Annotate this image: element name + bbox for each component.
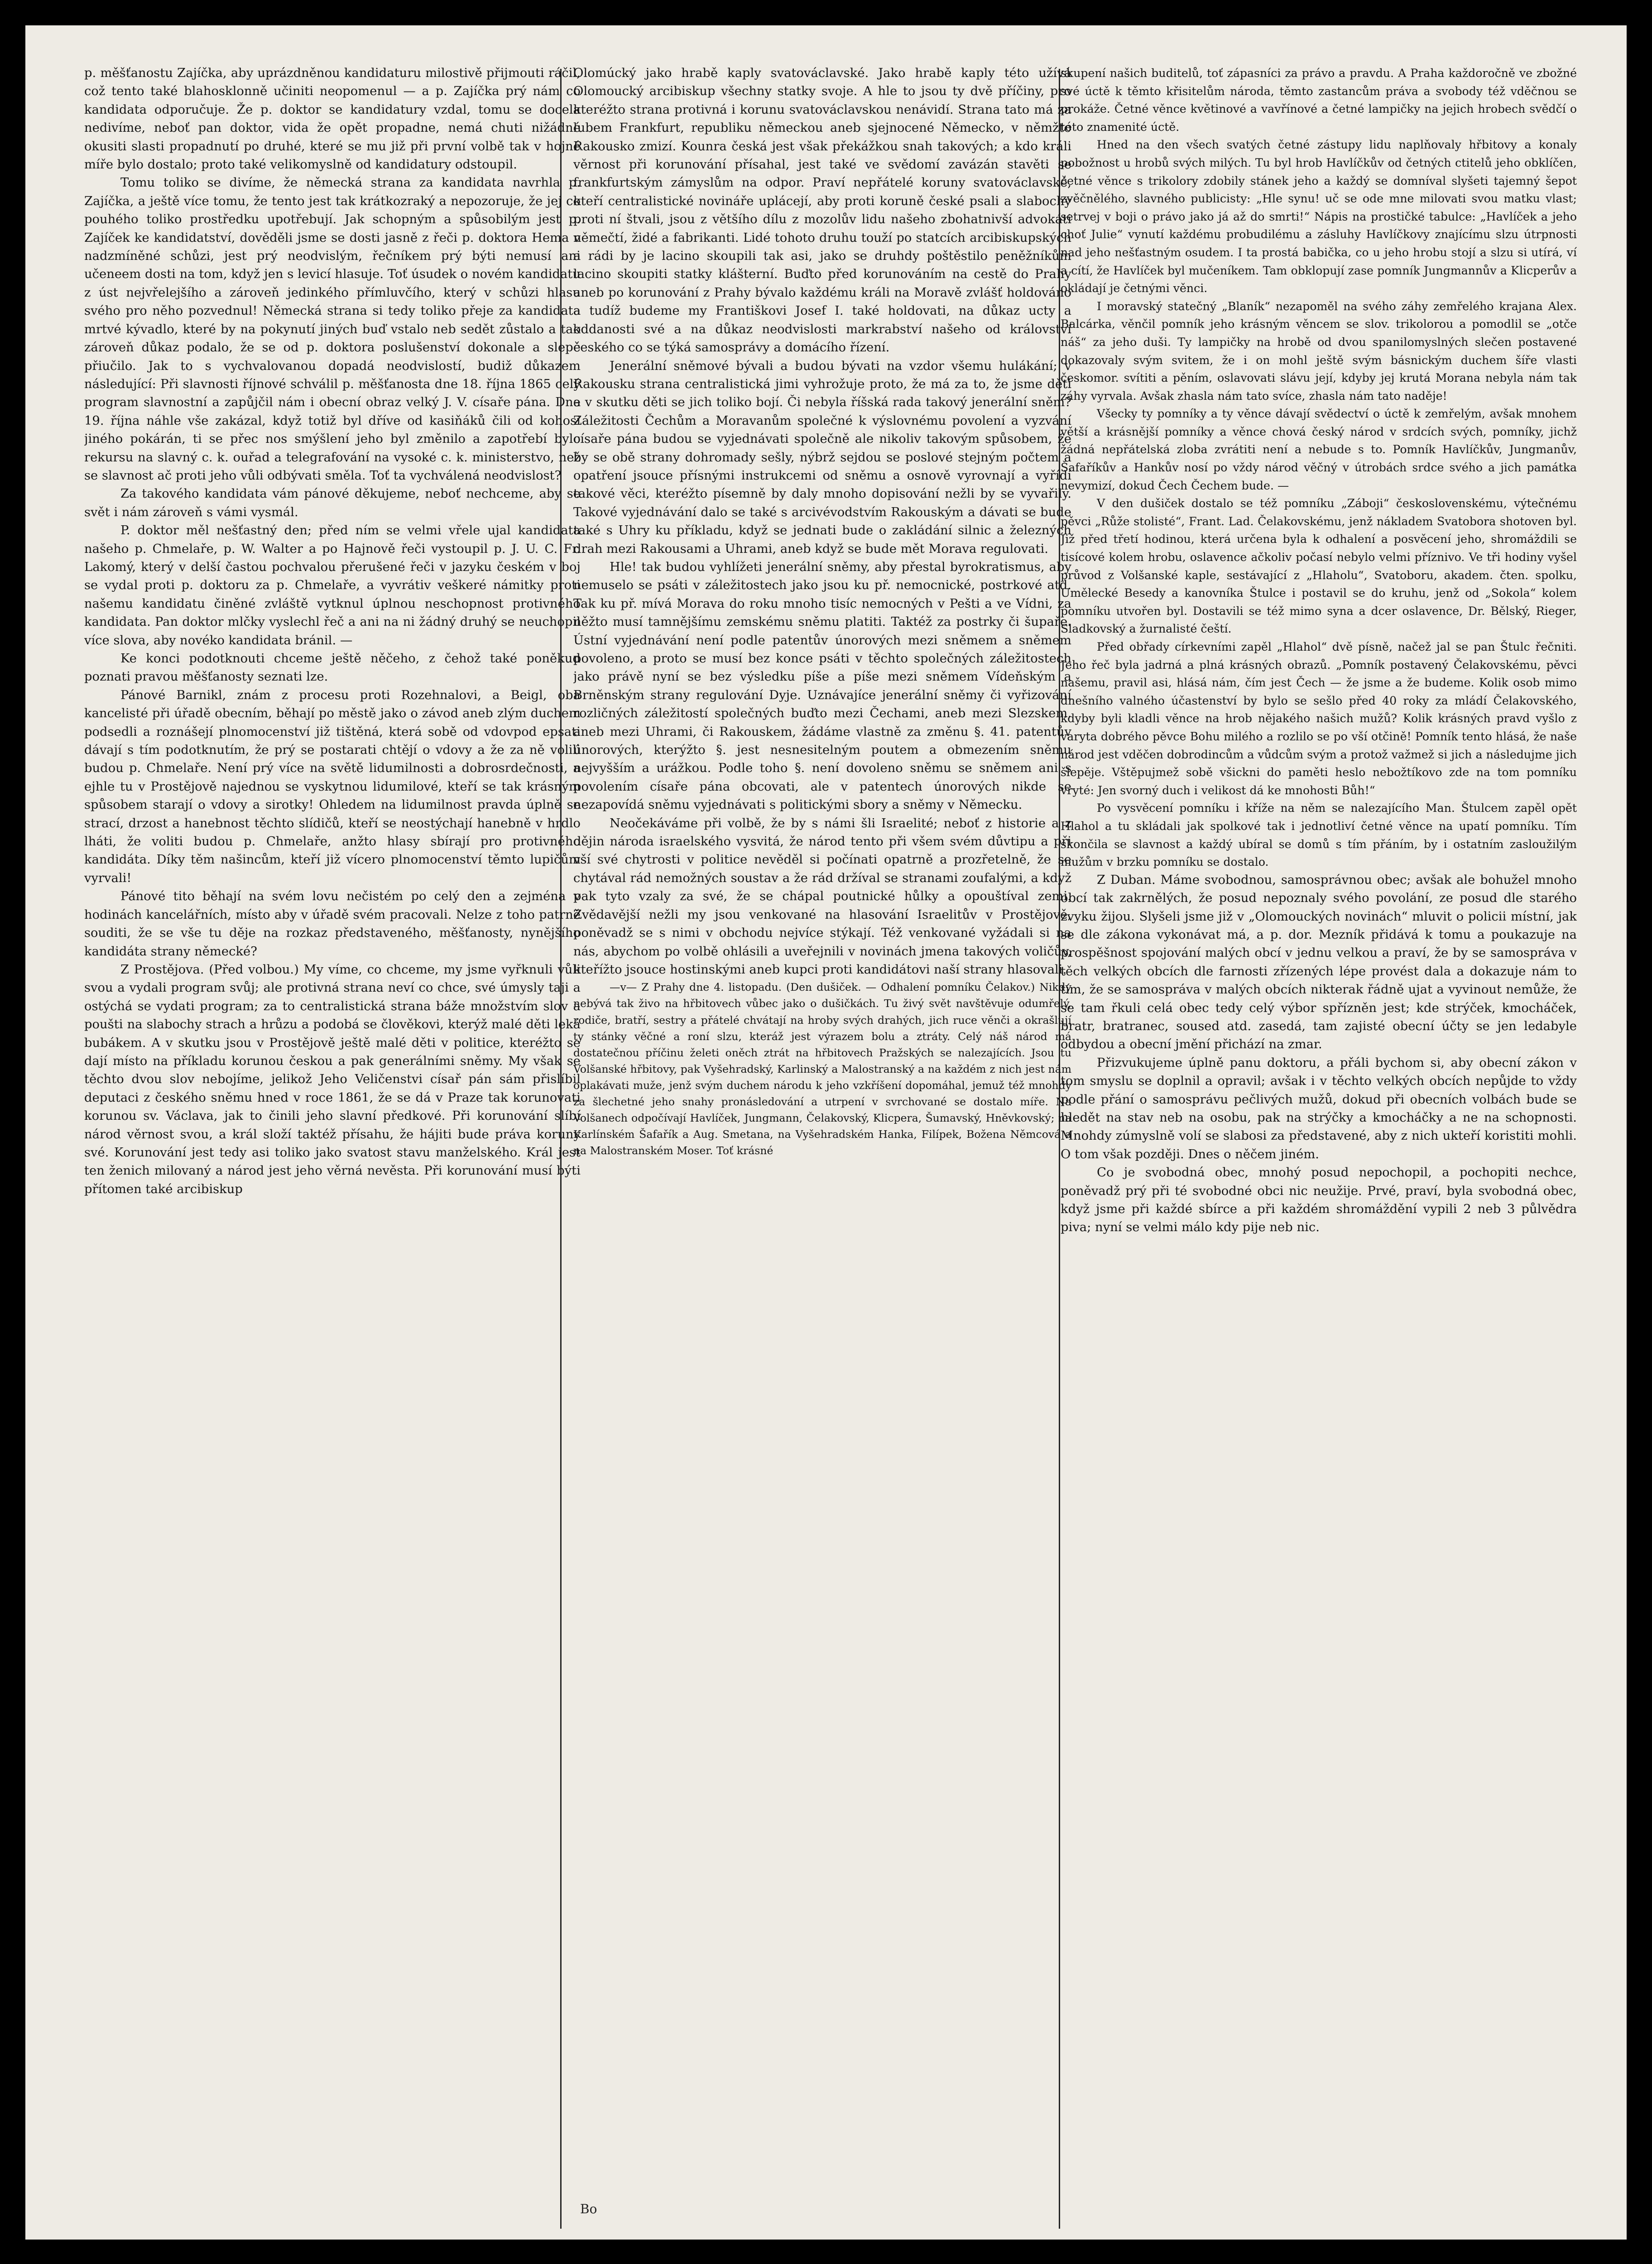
bottom-fragment: Bo — [580, 2202, 597, 2216]
paragraph: P. doktor měl nešťastný den; před ním se velmi vřele ujal kandidata našeho p. Chmelaře, p. W. Walter a po Hajnově řeči vystoupil p. J. U. C. Fr. Lakomý, který v delší častou pochvalou přerušené řeči v jazyku českém v boj se vydal proti p. doktoru za p. Chmelaře, a vyvrátiv veškeré námitky proti našemu kandidatu činěné zvláště vytknul úplnou neschopnost protivného kandidata. Pan doktor mlčky vyslechl řeč a ani na ni žádný druhý se neuchopil více slova, aby novéko kandidata bránil. — — [84, 523, 581, 648]
paragraph: Všecky ty pomníky a ty věnce dávají svědectví o úctě k zemřelým, avšak mnohem větší a krásnější pomníky a věnce chová český národ v srdcích svých, pomníky, jichž žádná nepřátelská zloba zvrátiti není a nebude s to. Pomník Havlíčkův, Jungmanův, Šafaříkův a Hankův nosí po vždy národ věčný v útrobách srdce svého a jich památka nevymizí, dokud Čech Čechem bude. — — [1061, 407, 1577, 492]
paragraph: Po vysvěcení pomníku i kříže na něm se nalezajícího Man. Štulcem zapěl opět Hlahol a tu skládali jak spolkové tak i jednotliví četné věnce na upatí pomníku. Tím skončila se slavnost a každý ubíral se domů s tím přáním, by i ostatním zasloužilým mužům v brzku pomníku se dostalo. — [1061, 801, 1577, 869]
paragraph: Pánové tito běhají na svém lovu nečistém po celý den a zejména v hodinách kancelářních, místo aby v úřadě svém pracovali. Nelze z toho patrně souditi, že se vše tu děje na rozkaz představeného, měšťanosty, nynějšího kandidáta strany německé? — [84, 889, 581, 959]
paragraph: Za takového kandidata vám pánové děkujeme, neboť nechceme, aby se svět i nám zároveň s vámi vysmál. — [84, 487, 581, 519]
paragraph: Přizvukujeme úplně panu doktoru, a přáli bychom si, aby obecní zákon v tom smyslu se doplnil a opravil; avšak i v těchto velkých obcích nepůjde to vždy podle přání o samosprávu pečlivých mužů, dokud při obecních volbách bude se hledět na stav neb na osobu, pak na strýčky a kmocháčky a ne na schopnosti. Mnohdy zúmyslně volí se slabosi za představené, aby z nich ukteří koristiti mohli. O tom však později. Dnes o něčem jiném. — [1061, 1055, 1577, 1161]
column-2 — [573, 64, 1071, 2229]
newspaper-page — [25, 25, 1627, 2240]
article-z-prostejova: Z Prostějova. (Před volbou.) My víme, co chceme, my jsme vyřknuli vůli svou a vydali program svůj; ale protivná strana neví co chce, své úmysly taji a ostýchá se vydati program; za to centralistická strana báže množstvím slov a poušti na slabochy strach a hrůzu a podobá se člověkovi, kterýž malé děti leká bubákem. A v skutku jsou v Prostějově ještě malé děti v politice, kteréžto se dají místo na příkladu korunou českou a pak generálními sněmy. My však se těchto dvou slov nebojíme, jelikož Jeho Veličenstvi císař pán sám přislíbil deputaci z českého sněmu hned v roce 1861, že se dá v Praze tak korunovati korunou sv. Václava, jak to činili jeho slavní předkové. Při korunování slíbí národ věrnost svou, a král složí taktéž přísahu, že hájiti bude práva koruny své. Korunování jest tedy asi toliko jako svatost stavu manželského. Král jest ten ženich milovaný a národ jest jeho věrná nevěsta. Při korunování musí býti přítomen také arcibiskup — [84, 962, 581, 1196]
paragraph: Před obřady církevními zapěl „Hlahol“ dvě písně, načež jal se pan Štulc řečniti. Jeho řeč byla jadrná a plná krásných obrazů. „Pomník postavený Čelakovskému, pěvci našemu, pravil asi, hlásá nám, čím jest Čech — že jsme a že budeme. Kolik osob mimo dnešního valného účastenství by bylo se sešlo před 40 roky za mládí Čelakovského, kdyby byli kladli věnce na hrob nějakého našich mužů? Kolik krásných pravd vyšlo z varyta dobrého pěvce Bohu milého a rozlilo se po vší otčině! Pomník tento hlásá, že naše národ jest vděčen dobrodincům a vůdcům svým a protož važmež si jich a následujme jich šlepěje. Vštěpujmež sobě všickni do paměti heslo nebožtíkovo zde na tom pomníku vryté: Jen svorný duch i velikost dá ke mnohosti Bůh!“ — [1061, 640, 1577, 797]
paragraph: V den dušiček dostalo se též pomníku „Záboji“ československému, výtečnému pěvci „Růže stolisté“, Frant. Lad. Čelakovskému, jenž nákladem Svatobora shotoven byl. Již před třetí hodinou, která určena byla k odhalení a posvěcení jeho, shromáždili se tisícové kolem hrobu, oslavence ačkoliv počasí nebylo velmi příznivo. Ve tři hodiny vyšel průvod z Volšanské kaple, sestávající z „Hlaholu“, Svatoboru, akadem. čten. spolku, Umělecké Besedy a kanovníka Štulce i postavil se do kruhu, jenž od „Sokola“ kolem pomníku utvořen byl. Dostavili se též mimo syna a dcer oslavence, Dr. Bělský, Rieger, Sladkovský a žurnalisté čeští. — [1061, 497, 1577, 636]
paragraph: Hned na den všech svatých četné zástupy lidu naplňovaly hřbitovy a konaly pobožnost u hrobů svých milých. Tu byl hrob Havlíčkův od četných ctitelů jeho obklíčen, četné věnce s trikolory zdobily stánek jeho a každý se domníval slyšeti tajemný šepot zvěčnělého, slavného publicisty: „Hle synu! uč se ode mne milovati svou matku vlast; setrvej v boji o právo jako já až do smrti!“ Nápis na prostičké tabulce: „Havlíček a jeho choť Julie“ vynutí každému probudilému a zásluhy Havlíčkovy znajícímu slzu útrpnosti nad jeho nešťastným osudem. I ta prostá babička, co u jeho hrobu stojí a slzu si utírá, ví a cítí, že Havlíček byl mučeníkem. Tam obklopují zase pomník Jungmannův a Klicperův a okládají je četnými věnci. — [1061, 138, 1577, 295]
paragraph: Jenerální sněmové bývali a budou bývati na vzdor všemu hulákání; v Rakousku strana centralistická jimi vyhrožuje proto, že má za to, že jsme děti a v skutku děti se jich toliko bojí. Či nebyla říšská rada takový jenerální sněm? Záležitosti Čechům a Moravanům společné k výslovnému povolení a vyzvání císaře pána budou se vyjednávati společně ale nikoliv takovým spůsobem, že by se obě strany dohromady sešly, nýbrž sejdou se poslové stejným počtem a opatření jsouce přísnými instrukcemi od sněmu a osnově vyrovnají a vyřídí takové věci, kteréžto písemně by daly mnoho dopisování nežli by se vyvařily. Takové vyjednávání dalo se také s arcivévodstvím Rakouským a dávati se bude také s Uhry ku příkladu, když se jednati bude o zakládání silnic a železných drah mezi Rakousami a Uhrami, aneb když se bude mět Morava regulovati. — [573, 359, 1071, 556]
paragraph: Tomu toliko se divíme, že německá strana za kandidata navrhla p. Zajíčka, a ještě více tomu, že tento jest tak krátkozraký a nepozoruje, že jej co pouhého toliko prostředku upotřebují. Jak schopným a spůsobilým jest p. Zajíček ke kandidatství, dověděli jsme se dosti jasně z řeči p. doktora Hema v nadzmíněné schůzi, jest prý neodvislým, řečníkem prý býti nemusí ani učeneem dosti na tom, když jen s levicí hlasuje. Toť úsudek o novém kandidatu z úst nejvřelejšího a zároveň jedinkého přímluvčího, který v schůzi hlasu svého pro něho pozvednul! Německá strana si tedy toliko přeje za kandidata mrtvé kývadlo, které by na pokynutí jiných buď vstalo neb sedět zůstalo a tak zároveň důkaz podalo, že se od p. doktora poslušenství dokonale a slepě přiučilo. Jak to s vychvalovanou dopadá neodvislostí, budiž důkazem následující: Při slavnosti říjnové schválil p. měšťanosta dne 18. října 1865 celý program slavnostní a zapůjčil nám i obecní obraz velký J. V. císaře pána. Dne 19. října náhle vše zakázal, když totiž byl dříve od kasiňáků čili od kohosi jiného pokárán, ti se přec nos smýšlení jeho byl změnilo a zapotřebí bylo rekursu na slavný c. k. ouřad a telegrafování na vysoké c. k. ministerstvo, než se slavnost ač proti jeho vůli odbývati směla. Toť ta vychválená neodvislost? — [84, 176, 581, 483]
paragraph: Co je svobodná obec, mnohý posud nepochopil, a pochopiti nechce, poněvadž prý při té svobodné obci nic neužije. Prvé, praví, byla svobodná obec, když jsme při každé sbírce a při každém shromáždění vypili 2 neb 3 půlvědra piva; nyní se velmi málo kdy pije neb nic. — [1061, 1166, 1577, 1235]
paragraph: Hle! tak budou vyhlížeti jenerální sněmy, aby přestal byrokratismus, aby nemuselo se psáti v záležitostech jako jsou ku př. nemocnické, postrkové atd. Tak ku př. mívá Morava do roku mnoho tisíc nemocných v Pešti a ve Vídni, za něžto musí tamnějšímu zemskému sněmu platiti. Taktéž za postrky či šupaře. Ústní vyjednávání není podle patentův únorových mezi sněmem a sněmem povoleno, a proto se musí bez konce psáti v těchto společných záležitostech jako právě nyní se bez výsledku píše a píše mezi sněmem Vídeňským a Brněnským strany regulování Dyje. Uznávajíce jenerální sněmy či vyřizování rozličných záležitostí společných buďto mezi Čechami, aneb mezi Slezskem, aneb mezi Uhrami, či Rakouskem, žádáme vlastně za změnu §. 41. patentův únorových, kterýžto §. jest nesnesitelným poutem a obmezením sněmu nejvyšším a urážkou. Podle toho §. není dovoleno sněmu se sněmem ani s povolením císaře pána obcovati, ale v patentech únorových nikde se nezapovídá sněmu vyjednávati s politickými sbory a sněmy v Německu. — [573, 560, 1071, 812]
article-z-duban: Z Duban. Máme svobodnou, samosprávnou obec; avšak ale bohužel mnoho obcí tak zakrnělých, že posud nepoznaly svého povolání, ze posud dle starého zvyku žijou. Slyšeli jsme již v „Olomouckých novinách“ mluvit o policii místní, jak se dle zákona vykonávat má, a p. dor. Mezník přidává k tomu a poukazuje na prospěšnost spojování malých obcí v jednu velkou a praví, že by se samospráva v těch velkých obcích dle farnosti zřízených lépe provést dala a dokazuje nám to tím, že se samospráva v malých obcích nikterak řádně ujat a vyvinout nemůže, že se tam řkuli celá obec tedy celý výbor spřízněn jest; kde strýček, kmocháček, bratr, bratranec, soused atd. zasedá, tam zajisté obecní účty se jen ledabyle odbydou a obecní jmění přichází na zmar. — [1061, 873, 1577, 1052]
paragraph: Olomúcký jako hrabě kaply svatováclavské. Jako hrabě kaply této užívá Olomoucký arcibiskup všechny statky svoje. A hle to jsou ty dvě příčiny, pro kteréžto strana protivná i korunu svatováclavskou nenávidí. Strana tato má za lubem Frankfurt, republiku německou aneb sjejnocené Německo, v němžto Rakousko zmizí. Kounra česká jest však překážkou snah takových; a kdo králi věrnost při korunování přísahal, jest také ve svědomí zavázán stavěti se frankfurtským zámyslům na odpor. Praví nepřátelé koruny svatováclavské, kteří centralistické novináře uplácejí, aby proti koruně české psali a slabochy proti ní štvali, jsou z většího dílu z mozolův lidu našeho zbohatnivší advokáti němečtí, židé a fabrikanti. Lidé tohoto druhu touží po statcích arcibiskupských a rádi by je lacino skoupili tak asi, jako se druhdy poštěstilo peněžníkům lacino skoupiti statky klášterní. Buďto před korunováním na cestě do Prahy aneb po korunování z Prahy bývalo každému králi na Moravě zvlášť holdováno a tudíž budeme my Františkovi Josef I. také holdovati, na důkaz ucty a oddanosti své a na důkaz neodvislosti markrabství našeho od království českého co se týká samosprávy a domácího řízení. — [573, 66, 1071, 355]
paragraph: Ke konci podotknouti chceme ještě něčeho, z čehož také poněkud poznati pravou měšťanosty seznati lze. — [84, 652, 581, 684]
paragraph: Pánové Barnikl, znám z procesu proti Rozehnalovi, a Beigl, oba kancelisté při úřadě obecním, běhají po městě jako o závod aneb zlým duchem podsedli a roznášejí plnomocenství již tištěná, která sobě od vdovpod epsati dávají s tím podotknutím, že prý se postarati chtějí o vdovy a že za ně volili budou p. Chmelaře. Není prý více na světě lidumilnosti a dobrosrdečnosti, a ejhle tu v Prostějově najednou se vyskytnou lidumilové, kteří se tak krásným spůsobem starají o vdovy a sirotky! Ohledem na lidumilnost pravda úplně se strací, drzost a hanebnost těchto slídičů, kteří se neostýchají hanebně v hrdlo lháti, že voliti budou p. Chmelaře, anžto hlasy sbírají pro protivného kandidáta. Díky těm našincům, kteří již vícero plnomocenství těmto lupičům vyrvali! — [84, 688, 581, 885]
paragraph: Neočekáváme při volbě, že by s námi šli Israelité; neboť z historie a z dějin národa israelského vysvitá, že národ tento při všem svém důvtipu a při vší své chytrosti v politice nevěděl si počínati opatrně a prozřetelně, že se chytával rád nemožných soustav a že rád držíval se stranami zoufalými, a když pak tyto vzaly za své, že se chápal poutnické hůlky a opouštíval zemi. Zvědavější nežli my jsou venkované na hlasování Israelitův v Prostějově, poněvadž se s nimi v obchodu nejvíce stýkají. Též venkované vyžádali si na nás, abychom po volbě ohlásili a uveřejnili v novinách jmena takových voličův, kteřížto jsouce hostinskými aneb kupci proti kandidátovi naší strany hlasovali. — [573, 816, 1071, 977]
paragraph: I moravský statečný „Blaník“ nezapoměl na svého záhy zemřelého krajana Alex. Balcárka, věnčil pomník jeho krásným věncem se slov. trikolorou a pomodlil se „otče náš“ za jeho duši. Ty lampičky na hrobě od dvou spanilomyslných slečen postavené dokazovaly svým svitem, že i on mohl ještě svým básnickým duchem šíře vlasti českomor. svítiti a pěním, oslavovati slávu její, kdyby jej krutá Morana nebyla nám tak záhy vyrvala. Avšak zhasla nám tato svíce, zhasla nám tato naděje! — [1061, 299, 1577, 403]
column-1 — [84, 64, 581, 2229]
column-3 — [1061, 64, 1577, 2229]
article-z-prahy: —v— Z Prahy dne 4. listopadu. (Den dušiček. — Odhalení pomníku Čelakov.) Nikdy nebývá tak živo na hřbitovech vůbec jako o dušičkách. Tu živý svět navštěvuje odumřelý, rodiče, bratří, sestry a přátelé chvátají na hroby svých drahých, jich ruce věnči a okrašlují ty stánky věčné a roní slzu, kteráž jest výrazem bolu a ztráty. Celý náš národ má dostatečnou příčinu želeti oněch ztrát na hřbitovech Pražských se nalezajících. Jsou tu Volšanské hřbitovy, pak Vyšehradský, Karlinský a Malostranský a na každém z nich jest nám oplakávati muže, jenž svým duchem národu k jeho vzkříšení dopomáhal, jemuž též mnohdy za šlechetné jeho snahy pronásledování a utrpení v svrchované se dostalo míře. Na Volšanech odpočívají Havlíček, Jungmann, Čelakovský, Klicpera, Šumavský, Hněvkovský; na Karlínském Šafařík a Aug. Smetana, na Vyšehradském Hanka, Filípek, Božena Němcová a na Malostranském Moser. Toť krásné — [573, 981, 1071, 1157]
paragraph: p. měšťanostu Zajíčka, aby uprázdněnou kandidaturu milostivě přijmouti ráčil, což tento také blahosklonně učiniti neopomenul — a p. Zajíčka prý nám co kandidata odporučuje. Že p. doktor se kandidatury vzdal, tomu se docela nedivíme, neboť pan doktor, vida že opět propadne, nemá chuti nižádné okusiti slasti propadnutí po druhé, které se mu již při první volbě tak v hojné míře bylo dostalo; proto také velikomyslně od kandidatury odstoupil. — [84, 66, 581, 172]
paragraph: skupení našich buditelů, toť zápasníci za právo a pravdu. A Praha každoročně ve zbožné své úctě k těmto křisitelům národa, těmto zastancům práva a svobody též vděčnou se prokáže. Četné věnce květinové a vavřínové a četné lampičky na jejich hrobech svědčí o této znamenité úctě. — [1061, 67, 1577, 134]
